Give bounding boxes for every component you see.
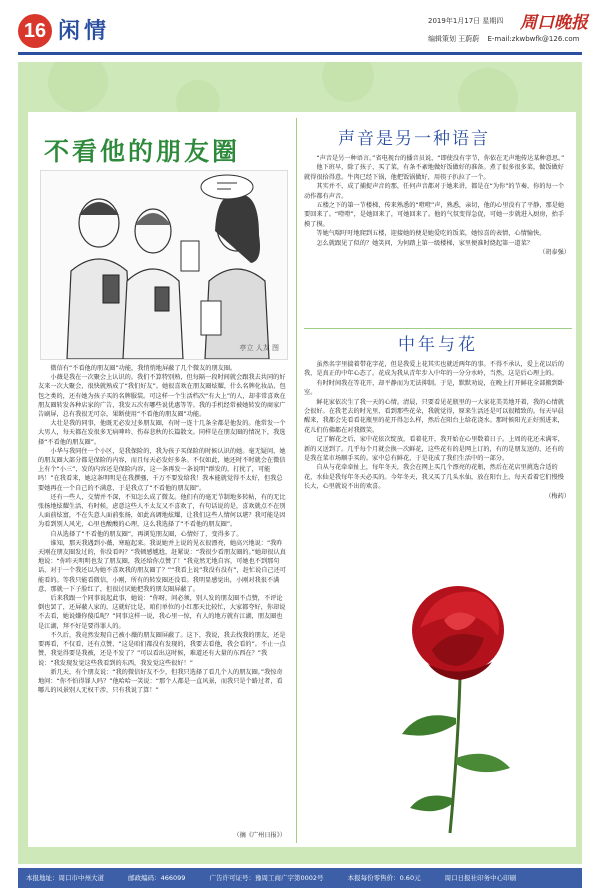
cartoon-drawing	[41, 171, 287, 359]
cartoon-illustration	[40, 170, 288, 360]
paragraph: 鲜花家依次生了我一天的心情。清晨，只要看见花瓶里的一大家花美美地开着，我的心情就会很好。在我老去的时光里，看到那些花朵，我就觉得，原来生活还是可以很精致的。每天早晨醒来，我都会先看看花瓶里的花开得怎么样，然后在阳台上给花浇水。那时候阳光正好照进来，花儿们仿佛都在对我微笑。	[304, 398, 564, 434]
email-address: E-mail:zkwbwfk@126.com	[487, 35, 580, 43]
paragraph: 微信有“不看他的朋友圈”功能，我悄悄地屏蔽了几个微友的朋友圈。	[50, 365, 237, 372]
column-divider	[296, 118, 297, 843]
paragraph: 虽然名字里揣着带花字花，但是我爱上花其实也就近两年的事。不得不承认，爱上花以后的我，是真正的中年心态了。花成为我从青年步入中年的一分分水岭，当然，这是后心理上的。	[304, 361, 564, 378]
paragraph: 等她气喘吁吁地爬到五楼，迎接她的便是她爱吃的饭菜，她惊喜的表情，心情愉快。	[316, 230, 546, 238]
article-source: （胡泰强）	[539, 249, 570, 257]
paragraph: 自从选择了“不看他的朋友圈”，再浏览朋友圈，心情好了，变得多了。	[50, 530, 243, 538]
rose-image	[380, 568, 530, 838]
footer-item: 本报每份零售价：0.60元	[347, 874, 421, 882]
paragraph: 自从与花牵牵扯上，每年冬天，我会在网上买几个漂亮的花瓶，然后在花店里挑选合适的花，水仙是我每年冬天必买的。今年冬天，我又买了几头水仙，放在阳台上，每天看着它们慢慢长大，心里就说不出的欢喜。	[304, 464, 564, 491]
article-title: 声音是另一种语言	[338, 129, 490, 149]
frame-decoration	[18, 62, 582, 118]
page-number: 16	[18, 14, 52, 48]
article-body	[304, 154, 570, 257]
section-title: 闲情	[58, 18, 111, 44]
paragraph: 他下班早，除了孩子，买了菜，有条不紊地做好饭做好的准备。煮了很多很多菜，做饭做好就得很拾得意。牛肉已经下锅，他把饭锅做好，用筷子扒拉了一个。	[304, 164, 564, 181]
cartoon-caption: 亭立 人友 图	[239, 344, 279, 352]
newspaper-logo: 周口晚报	[520, 13, 588, 33]
paragraph: 记了解花之后，家中花依次绽放，看着花开，我开始在心里数着日子。上周的花还未满零，新的又送到了。几乎每个月就会换一次鲜花，这些花有的是网上订的，有的是朋友送的，还有的是我在菜市场顺手买的。家中总有鲜花，于是花成了我们生活中的一部分。	[304, 436, 564, 463]
paragraph: 新几天，有个朋友说：“我的微信好友不少，但我只选择了看几个人的朋友圈。”我惊奇地问：“你不怕得罪人吗？”他哈哈一笑说：“那个人都是一直风景，而我只是个路过者，看哪儿的风景别人无权干涉，只有我说了算！”	[38, 668, 283, 695]
footer-item: 周口日报社印务中心印刷	[444, 874, 517, 882]
footer-item: 广告许可证号：豫周工商广字第0002号	[209, 874, 324, 882]
paragraph: 有时时间我在等花开，却平静而为无法抑制。于是，默默劝说，在晚上打开鲜花全部搬到卧室。	[304, 379, 564, 397]
paragraph: 五楼之下的第一节楼梯，传来熟悉的“噔噔”声，熟悉，亲切，他的心里没有了平静，那是她要回来了。“噔噔”，是她回来了，可她回来了。他的气氛变得急促，可她一步就进入厨房，抬手摸了摸。	[304, 202, 565, 228]
article-body	[38, 364, 288, 695]
paragraph: “声音是另一种语言。”省电视台的播音员说，“即使没有字节，你依在无声地传达某种意思。”	[316, 155, 565, 162]
page-footer	[18, 868, 582, 888]
paragraph: 谁知，那天我遇到小薇，寒暄起来。我说她并上说的见衣很漂亮，她高兴地说：“我昨天刚在朋友圈发过的，你没看吗？”我顿感尴尬，赶紧说：“我很少看朋友圈的。”她却很认真地说：“你昨天明明也发了朋友圈，我还给你点赞了！”我竟然无地自容，可她也不到那句话，对于一个我还以为她不喜欢我的朋友圈了？”“我看上说”我没有没有”，赶忙说自己还可能看的。等我只能看微信，小刚，所有的转发圈还没看。我明显感觉出，小刚对我很不满意，那就一下子脸红了，但很讨厌她把我的朋友圈屏蔽了。	[38, 539, 286, 593]
paragraph: 还有一些人，交情并不深，不知怎么成了微友。他们有的毫无节制地多转帖，有的无比张扬地炫耀生活，有时候，虑意这些人不太友又不喜欢了，有句话说的是，喜欢就点不在别人面前炫富，不在失意人面前张扬，如此高调地炫耀，让我们这些人情何以堪？我可能是因为看到别人风光，心里也酸酸的心理，这么我选择了“不看他的朋友圈”。	[38, 493, 286, 529]
article-title: 中年与花	[398, 335, 478, 355]
paragraph: 不久后，我竟然发现自己被小薇的朋友圈屏蔽了。这下，我说，我去找我的朋友，还是要再看，不仅看，还有点赞、“这是咱们都没有发现的，我要去看他，我会看的”。不止一点赞，我觉得要是我被，还是不发了？”可以看出这时候，难道还有大量的东西在？”我说：“我发现发觉这些我看到的东西，我发觉这些很好！”	[38, 631, 286, 667]
article-separator	[304, 328, 572, 329]
article-title: 不看他的朋友圈	[44, 137, 241, 166]
paragraph: 小薇是我在一次聚会上认识的。我们不算特别熟，但每隔一段时间就会跟我去共同的好友来一次大聚会，很快就熟成了“我们好友”。她很喜欢在朋友圈炫耀，什么名牌化妆品、包包之类的，还有她为孩子买的名牌服装。可这样一个生活档次“有大上”的人，却非常喜欢在朋友圈转发各种店家的广告，我发五次有哪些说优惠等等。我的手机经常被她转发的商家广告刷屏，总有我很无可奈，果断使用“不看他的朋友圈”功能。	[38, 374, 286, 419]
paragraph: 怎么就跟见了似的？她笑问，为何踏上第一级楼梯，家里便准时烧起第一道菜？	[316, 239, 533, 247]
footer-item: 邮政编码：466099	[128, 874, 186, 882]
editor-name: 编辑策划 王蔚蔚	[428, 35, 480, 43]
page-header	[0, 0, 600, 60]
article-source: （摘《广州日报》）	[233, 832, 286, 839]
header-rule	[18, 52, 582, 55]
paragraph: 后来我跟一个同事说起此事，她说：“你呀，问必须，别人发的朋友圈不点赞，不评论倒也罢了，还屏蔽人家的，这就好比是，咱们单位的小红那天比较忙，大家都夸好，你却说不去看，她说嫌你傻瓜呢？”同事这样一说，我心里一惊，有人的地方就有江湖，朋友圈也是江湖，拜不好是要得罪人的。	[38, 595, 286, 630]
paragraph: 大壮是我的同事，他既无必发过多朋友圈，有时一连十几条全都是他发的。他常发一个大男人，每天都在发很多无病呻吟、伤春悲秋的长篇散文。同样是在朋友圈的情况下，我选择“不看他的朋友圈”。	[38, 420, 286, 446]
editor-line	[428, 34, 579, 44]
article-source: （梅药）	[545, 492, 570, 500]
article-body	[304, 360, 570, 501]
date-line: 2019年1月17日 星期四	[428, 17, 504, 25]
paragraph: 其实并不，成了捕捉声音的那，任何声音都对于她来讲，都是在“为你”的节奏，你的每一个动作都有声音。	[304, 183, 565, 200]
footer-item: 本报地址：周口市中州大道	[26, 874, 104, 882]
article-left	[34, 118, 290, 843]
paragraph: 小华与我同住一个小区，是我保险的，我为孩子买保险的时候认识的她。毫无疑问，她的朋友圈大部分都是保险的内容，而且每天必发好多条。不仅如此，她还时不时就会在微信上有个“小三”，发的内容还是保险内容，这一条再发一条说明“群发的，打扰了，可能吗！”在我看来，她这条明明是在我撰骚，千万不要发给我！我本能就觉得不太好，但我总要她再在一个自己的不满意，于是我点了“不看他的朋友圈”。	[38, 447, 286, 492]
